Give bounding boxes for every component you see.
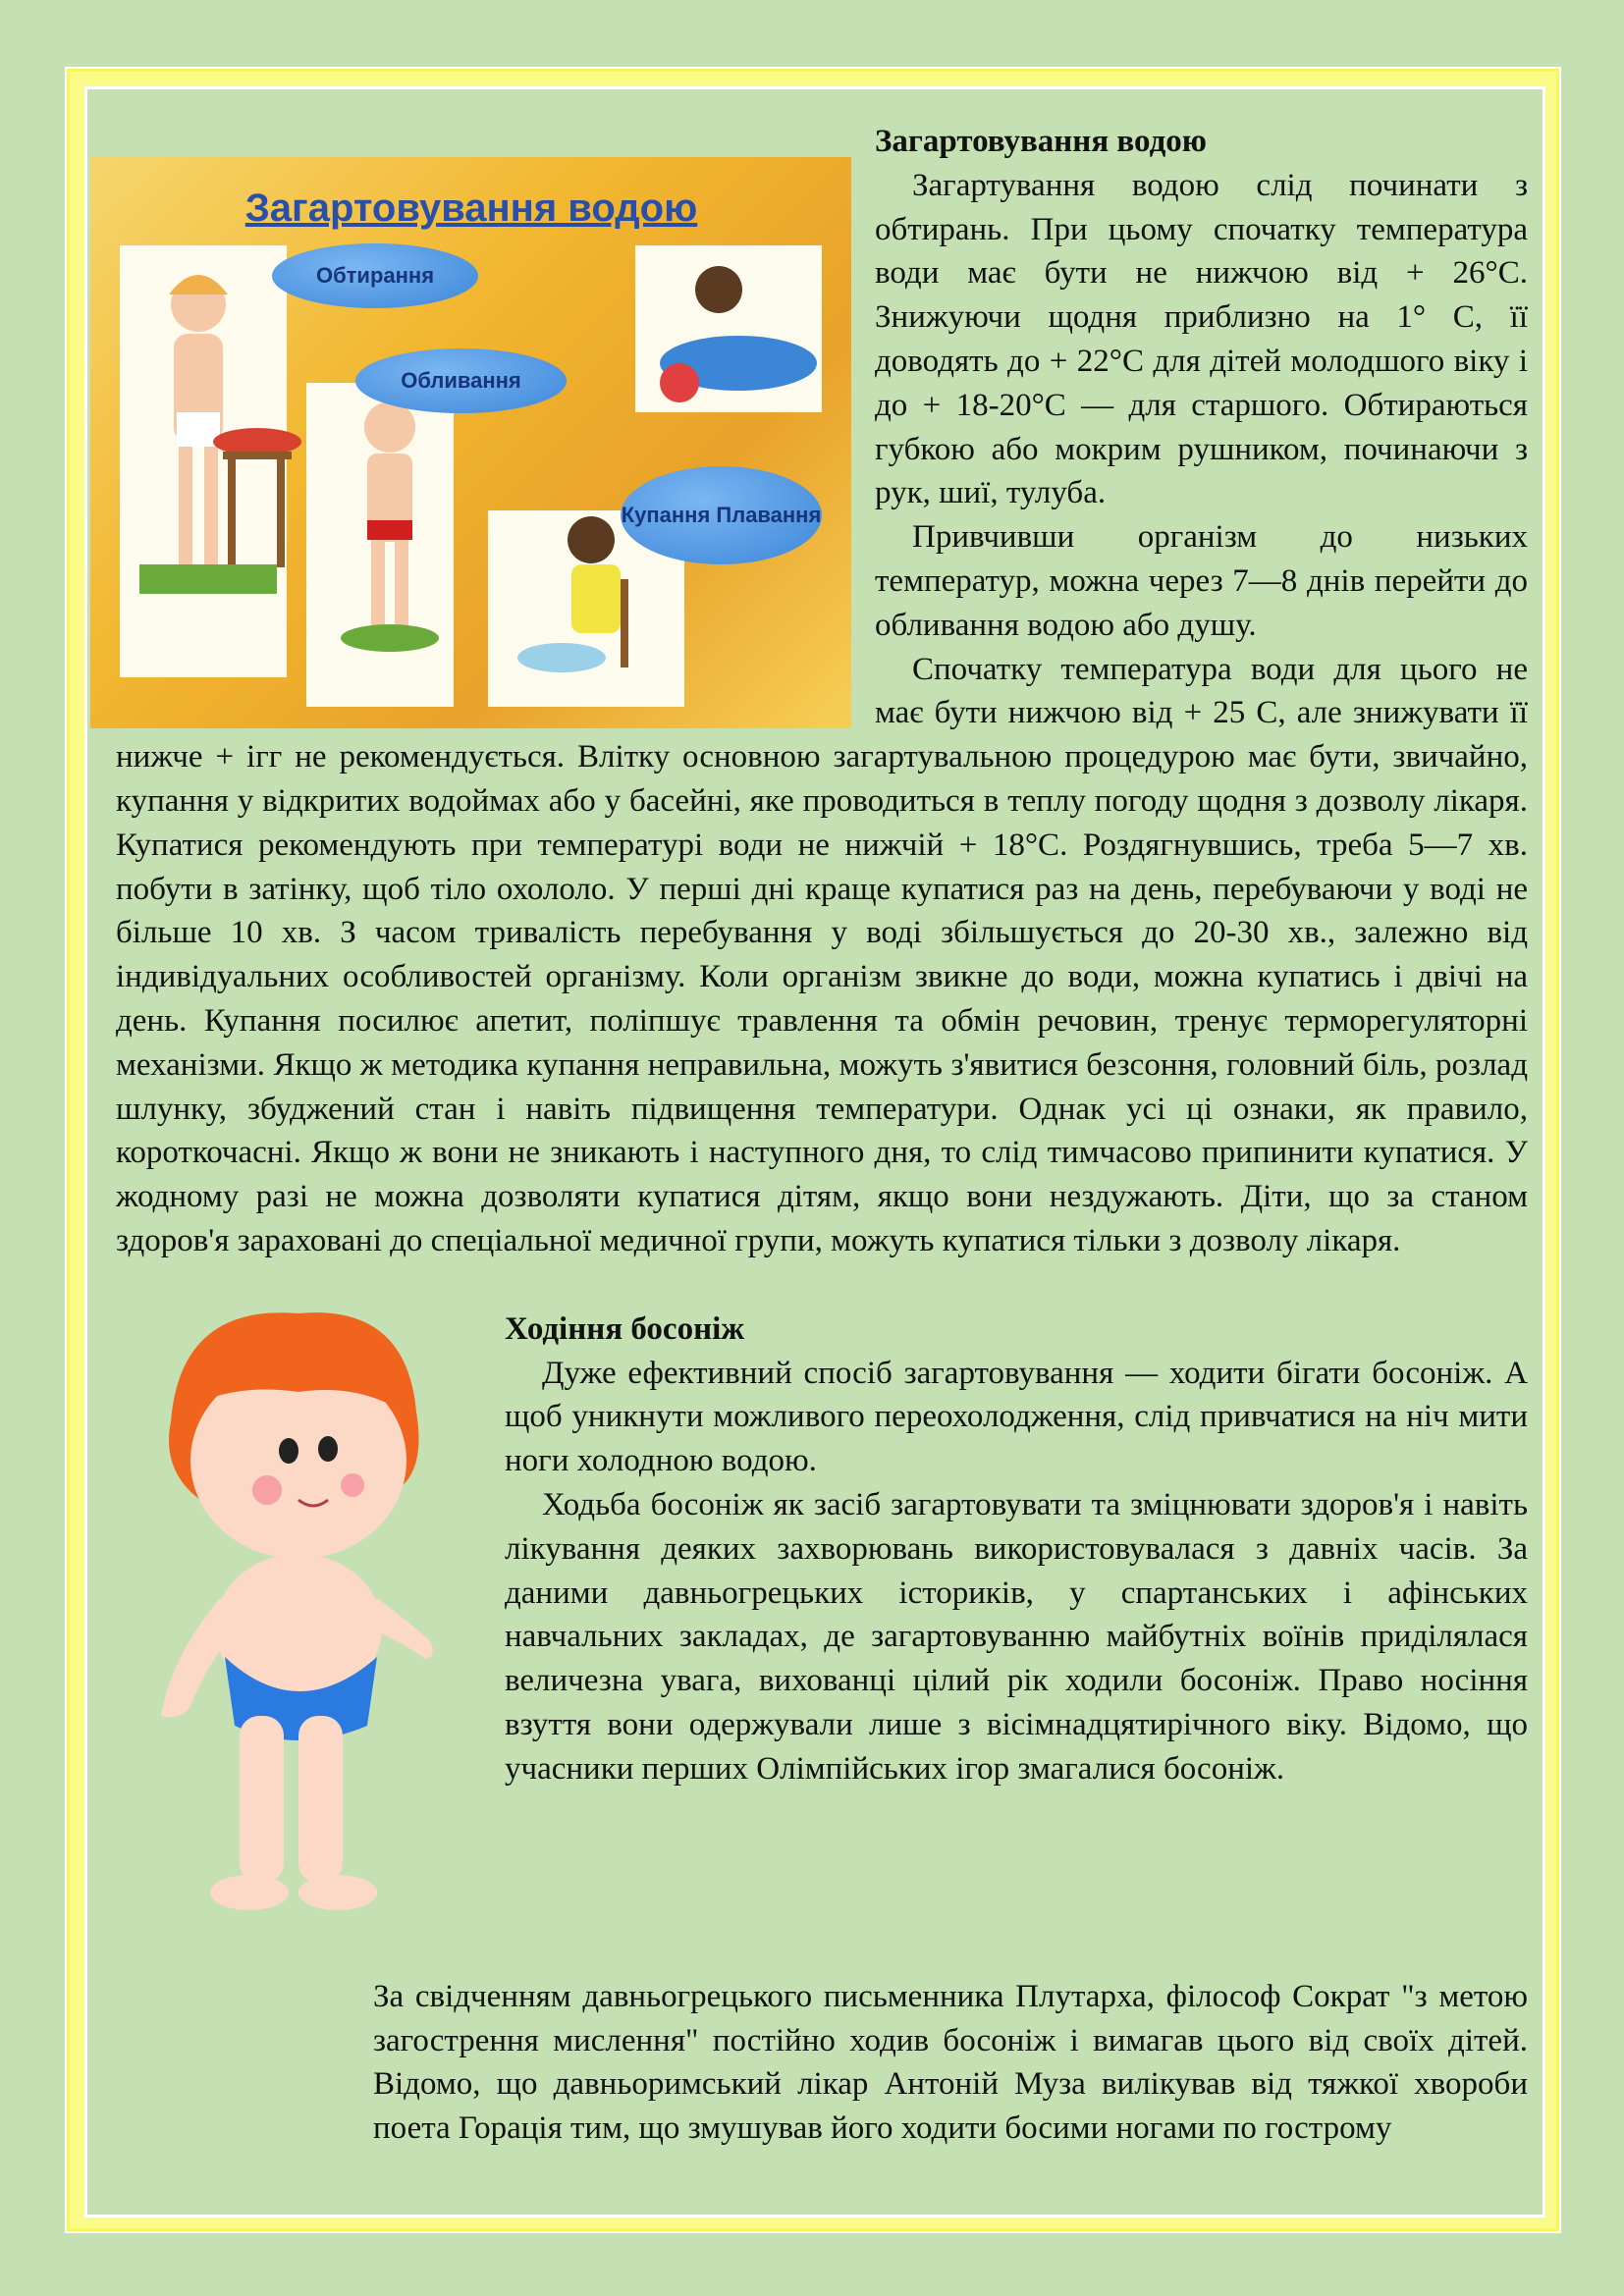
paragraph: Загартування водою слід починати з обтирань. При цьому спочатку температура води має бути не нижчою від + 26°С. Знижуючи щодня приблизно на 1° С, її доводять до + 22°С для дітей молодшого віку і до + 18-20°С — для старшого. Обтираються губкою або мокрим рушником, починаючи з рук, шиї, тулуба.	[875, 167, 1528, 511]
hardening-water-illustration	[90, 157, 851, 728]
paragraph: За свідченням давньогрецького письменника Плутарха, філософ Сократ "з метою загострення мислення" постійно ходив босоніж і вимагав цього від своїх дітей. Відомо, що давньоримський лікар Антоній Муза вилікував від тяжкої хвороби поета Горація тим, що змушував його ходити босими ногами по гострому	[373, 1978, 1528, 2147]
paragraph: Ходьба босоніж як засіб загартовувати та зміцнювати здоров'я і навіть лікування деяких захворювань використовувалася з давніх часів. За даними давньогрецьких істориків, у спартанських і афінських навчальних закладах, де загартовуванню майбутніх воїнів приділялася величезна увага, вихованці цілий рік ходили босоніж. Право носіння взуття вони одержували лише з вісімнадцятирічного віку. Відомо, що учасники перших Олімпійських ігор змагалися босоніж.	[505, 1486, 1528, 1787]
section-heading-barefoot: Ходіння босоніж	[505, 1310, 745, 1347]
spacer	[116, 1932, 1528, 1975]
bubble-dousing: Обливання	[355, 348, 567, 413]
paragraph: Привчивши організм до низьких температур, можна через 7—8 днів перейти до обливання водою або душу.	[875, 519, 1528, 643]
barefoot-boy-illustration	[151, 1304, 475, 1932]
spacer	[116, 1263, 1528, 1308]
paragraph: Дуже ефективний спосіб загартовування — ходити бігати босоніж. А щоб уникнути можливого переохолодження, слід привчатися на ніч мити ноги холодною водою.	[505, 1355, 1528, 1479]
section-heading-water: Загартовування водою	[875, 124, 1207, 159]
document-content	[116, 120, 1528, 2151]
paragraph: Спочатку температура води для цього не має бути нижчою від + 25 С, але знижувати її нижче + ігг не рекомендується. Влітку основною загартувальною процедурою має бути, звичайно, купання у відкритих водоймах або у басейні, яке проводиться в теплу погоду щодня з дозволу лікаря. Купатися рекомендують при температурі води не нижчій + 18°С. Роздягнувшись, треба 5—7 хв. побути в затінку, щоб тіло охололо. У перші дні краще купатися раз на день, перебуваючи у воді не більше 10 хв. З часом тривалість перебування у воді збільшується до 20-30 хв., залежно від індивідуальних особливостей організму. Коли організм звикне до води, можна купатись і двічі на день. Купання посилює апетит, поліпшує травлення та обмін речовин, тренує терморегуляторні механізми. Якщо ж методика купання неправильна, можуть з'явитися безсоння, головний біль, розлад шлунку, збуджений стан і навіть підвищення температури. Однак усі ці ознаки, як правило, короткочасні. Якщо ж вони не зникають і наступного дня, то слід тимчасово припинити купатися. У жодному разі не можна дозволяти купатися дітям, якщо вони нездужають. Діти, що за станом здоров'я зараховані до спеціальної медичної групи, можуть купатися тільки з дозволу лікаря.	[116, 651, 1528, 1258]
bubble-swimming: Купання Плавання	[621, 466, 822, 564]
boy-drawing	[151, 1304, 475, 1932]
illustration-title: Загартовування водою	[244, 187, 698, 230]
bubble-rubdown: Обтирання	[272, 243, 478, 308]
